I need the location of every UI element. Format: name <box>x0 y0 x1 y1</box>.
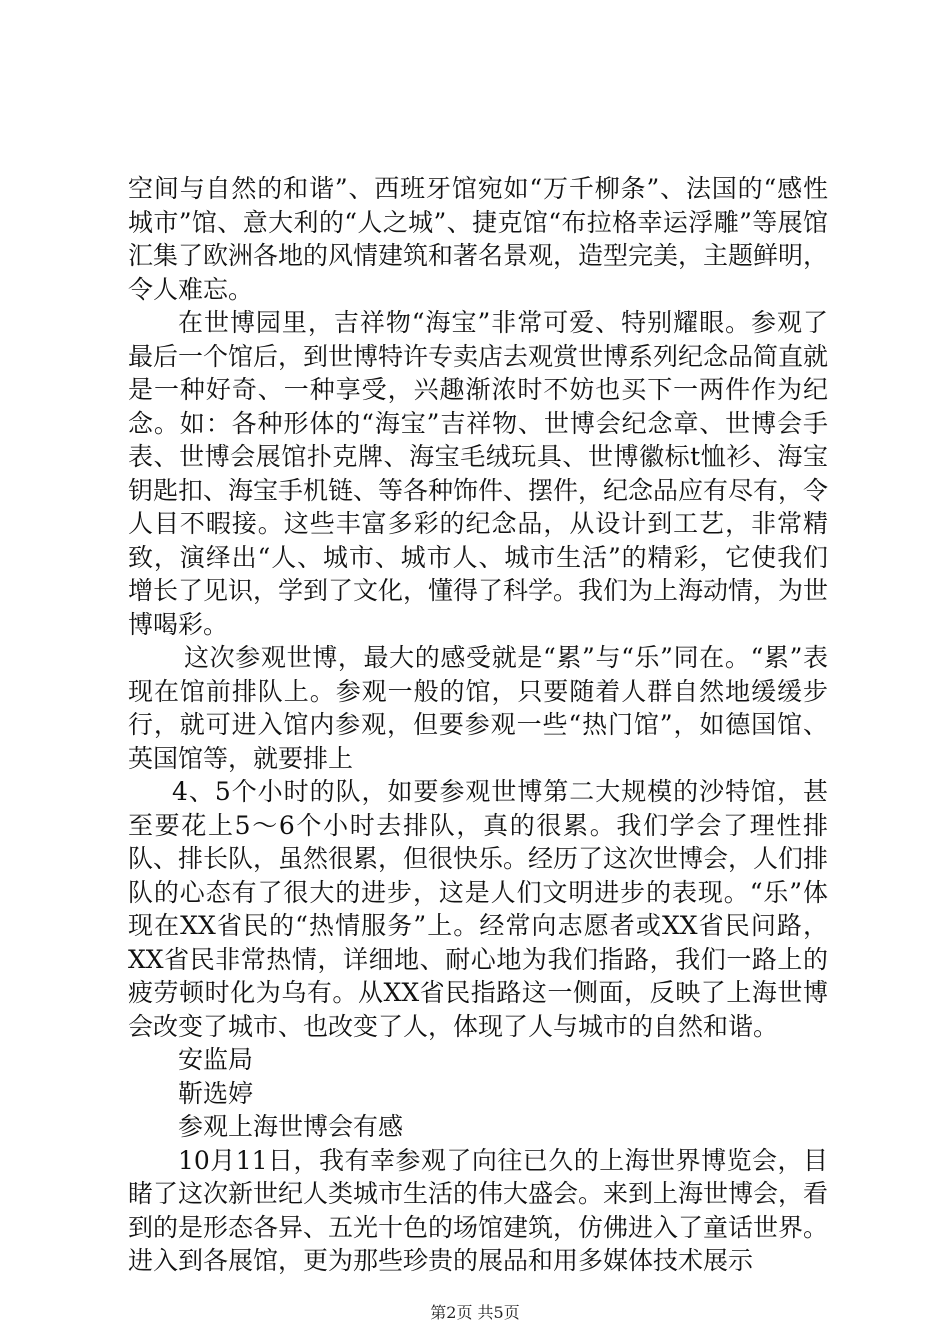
signature-name: 靳选婷 <box>178 1078 254 1108</box>
signature-org: 安监局 <box>178 1045 254 1074</box>
paragraph-mascot-souvenirs: 在世博园里，吉祥物“海宝”非常可爱、特别耀眼。参观了最后一个馆后，到世博特许专卖店去观赏世博系列纪念品简直就是一种好奇、一种享受，兴趣渐浓时不妨也买下一两件作为纪念。如：各种形体的“海宝”吉祥物、世博会纪念章、世博会手表、世博会展馆扑克牌、海宝毛绒玩具、世博徽标t恤衫、海宝钥匙扣、海宝手机链、等各种饰件、摆件，纪念品应有尽有，令人目不暇接。这些丰富多彩的纪念品，从设计到工艺，非常精致，演绎出“人、城市、城市人、城市生活”的精彩，它使我们增长了见识，学到了文化，懂得了科学。我们为上海动情，为世博喝彩。 <box>128 308 829 639</box>
paragraph-second-article-opening: 10月11日，我有幸参观了向往已久的上海世界博览会，目睹了这次新世纪人类城市生活的伟大盛会。来到上海世博会，看到的是形态各异、五光十色的场馆建筑，仿佛进入了童话世界。进入到各展馆，更为那些珍贵的展品和用多媒体技术展示 <box>128 1145 829 1275</box>
page-number: 第2页 共5页 <box>430 1303 520 1322</box>
paragraph-tired-and-happy: 这次参观世博，最大的感受就是“累”与“乐”同在。“累”表现在馆前排队上。参观一般的馆，只要随着人群自然地缓缓步行，就可进入馆内参观，但要参观一些“热门馆”，如德国馆、英国馆等，就要排上 <box>128 643 828 773</box>
article-title: 参观上海世博会有感 <box>178 1112 404 1141</box>
paragraph-europe-pavilions: 空间与自然的和谐”、西班牙馆宛如“万千柳条”、法国的“感性城市”馆、意大利的“人之城”、捷克馆“布拉格幸运浮雕”等展馆汇集了欧洲各地的风情建筑和著名景观，造型完美，主题鲜明，令人难忘。 <box>128 174 829 304</box>
document-body <box>128 172 828 1278</box>
paragraph-queueing: 4、5个小时的队，如要参观世博第二大规模的沙特馆，甚至要花上5～6个小时去排队，真的很累。我们学会了理性排队、排长队，虽然很累，但很快乐。经历了这次世博会，人们排队的心态有了很大的进步，这是人们文明进步的表现。“乐”体现在XX省民的“热情服务”上。经常向志愿者或XX省民问路，XX省民非常热情，详细地、耐心地为我们指路，我们一路上的疲劳顿时化为乌有。从XX省民指路这一侧面，反映了上海世博会改变了城市、也改变了人，体现了人与城市的自然和谐。 <box>128 777 829 1041</box>
